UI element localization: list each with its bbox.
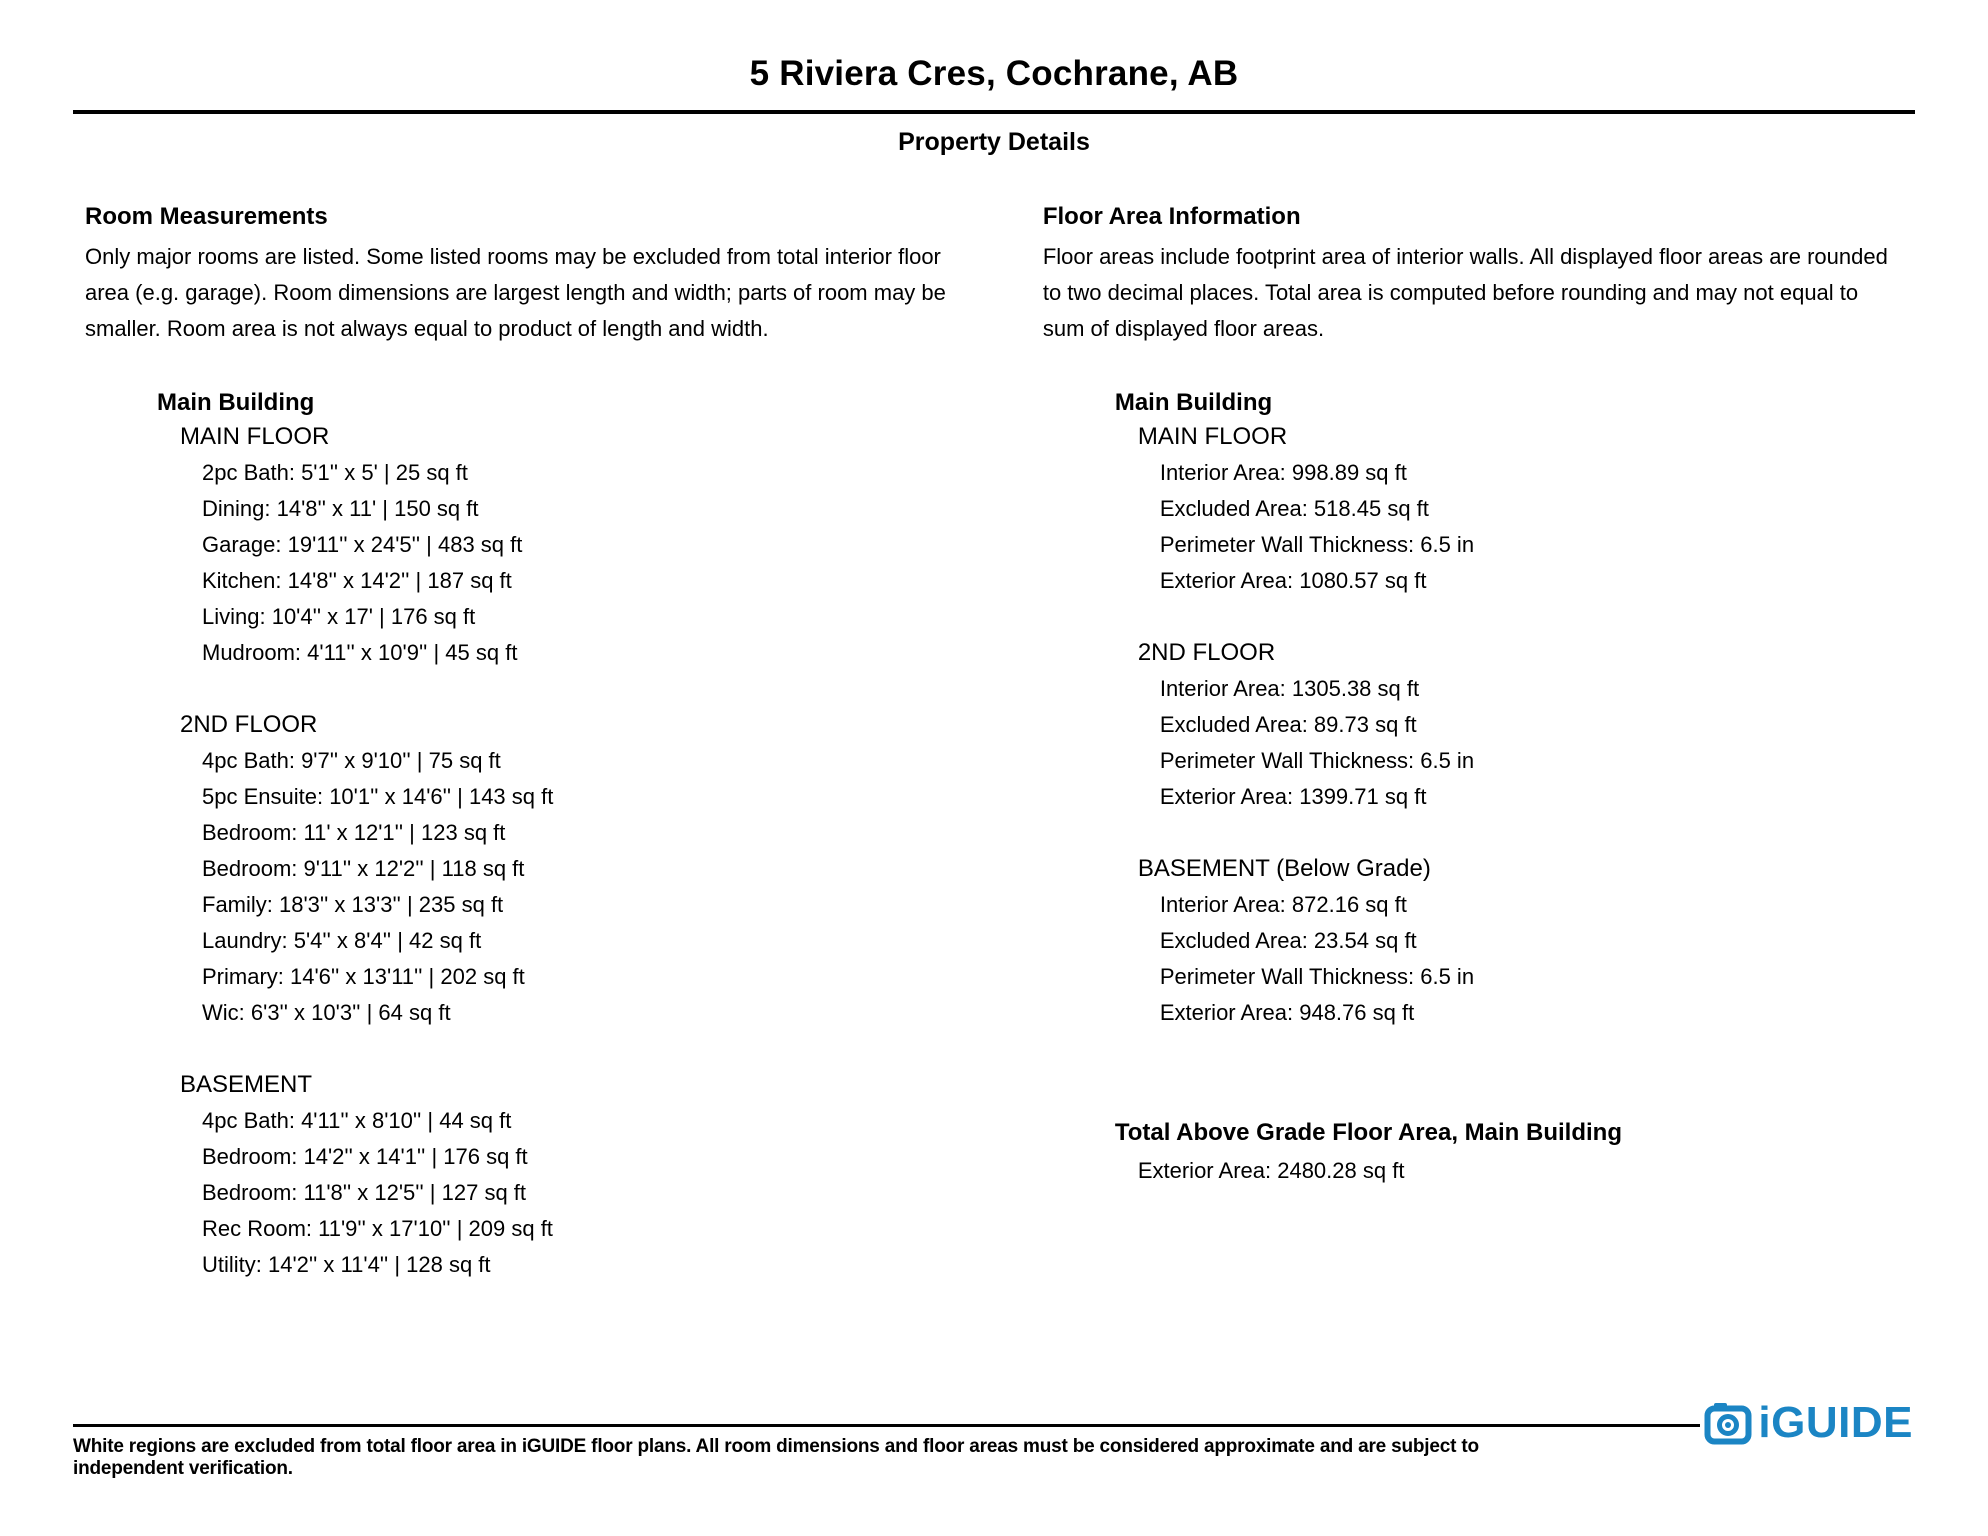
- room-measurement-item: Bedroom: 11' x 12'1'' | 123 sq ft: [202, 820, 506, 845]
- room-measurement-item: Utility: 14'2'' x 11'4'' | 128 sq ft: [202, 1252, 491, 1277]
- room-measurements-description: Only major rooms are listed. Some listed rooms may be excluded from total interior floor area (e.g. garage). Room dimensions are largest length and width; parts of room may be smaller. Room area is not always equal to product of length and width.: [85, 244, 946, 341]
- header-divider: [73, 110, 1915, 114]
- room-measurement-item: Bedroom: 14'2'' x 14'1'' | 176 sq ft: [202, 1144, 528, 1169]
- floor-area-stat: Interior Area: 1305.38 sq ft: [1159, 676, 1420, 701]
- building-name: Main Building: [1114, 389, 1273, 416]
- floor-label: BASEMENT: [180, 1071, 313, 1098]
- floor-area-stat: Exterior Area: 1080.57 sq ft: [1159, 568, 1427, 593]
- floor-area-stat: Excluded Area: 89.73 sq ft: [1159, 712, 1417, 737]
- floor-label: BASEMENT (Below Grade): [1137, 855, 1431, 882]
- room-measurement-item: 5pc Ensuite: 10'1'' x 14'6'' | 143 sq ft: [202, 784, 554, 809]
- floor-area-stat: Perimeter Wall Thickness: 6.5 in: [1159, 748, 1475, 773]
- iguide-logo: [1704, 1397, 1913, 1449]
- floor-area-stat: Excluded Area: 518.45 sq ft: [1159, 496, 1429, 521]
- page-header: [0, 0, 1988, 157]
- room-measurements-section: [73, 203, 1031, 1283]
- area-block-main-floor: [1043, 423, 1905, 599]
- camera-icon: [1704, 1401, 1752, 1445]
- area-block-basement: [1043, 855, 1905, 1031]
- room-measurement-item: Mudroom: 4'11'' x 10'9'' | 45 sq ft: [202, 640, 518, 665]
- floor-area-stat: Exterior Area: 948.76 sq ft: [1159, 1000, 1415, 1025]
- room-measurement-item: Kitchen: 14'8'' x 14'2'' | 187 sq ft: [202, 568, 512, 593]
- floor-label: 2ND FLOOR: [1137, 639, 1276, 666]
- floor-area-description: Floor areas include footprint area of interior walls. All displayed floor areas are rounded to two decimal places. Total area is computed before rounding and may not equal to sum of displayed floor areas.: [1042, 244, 1888, 341]
- footer-disclaimer: White regions are excluded from total floor area in iGUIDE floor plans. All room dimensions and floor areas must be considered approximate and are subject to independent verification.: [73, 1436, 1479, 1479]
- room-measurement-item: Living: 10'4'' x 17' | 176 sq ft: [202, 604, 476, 629]
- floor-area-stat: Perimeter Wall Thickness: 6.5 in: [1159, 532, 1475, 557]
- room-measurement-item: Primary: 14'6'' x 13'11'' | 202 sq ft: [202, 964, 525, 989]
- room-measurement-item: Dining: 14'8'' x 11' | 150 sq ft: [202, 496, 479, 521]
- floor-area-stat: Excluded Area: 23.54 sq ft: [1159, 928, 1417, 953]
- floor-area-stat: Interior Area: 872.16 sq ft: [1159, 892, 1407, 917]
- building-name: Main Building: [157, 389, 315, 416]
- room-measurement-item: Bedroom: 9'11'' x 12'2'' | 118 sq ft: [202, 856, 525, 881]
- iguide-logo-text: iGUIDE: [1758, 1398, 1913, 1447]
- content-columns: [0, 203, 1988, 1283]
- page-title: 5 Riviera Cres, Cochrane, AB: [749, 54, 1239, 93]
- floor-area-stat: Exterior Area: 1399.71 sq ft: [1159, 784, 1427, 809]
- floor-label: MAIN FLOOR: [1137, 423, 1288, 450]
- room-measurement-item: Family: 18'3'' x 13'3'' | 235 sq ft: [202, 892, 504, 917]
- floor-area-stat: Perimeter Wall Thickness: 6.5 in: [1159, 964, 1475, 989]
- page-footer: [73, 1398, 1915, 1480]
- total-above-grade-heading: Total Above Grade Floor Area, Main Building: [1114, 1119, 1622, 1146]
- total-above-grade-block: [1043, 1119, 1905, 1189]
- room-measurement-item: Rec Room: 11'9'' x 17'10'' | 209 sq ft: [202, 1216, 553, 1241]
- floor-label: 2ND FLOOR: [180, 711, 318, 738]
- room-measurement-item: 4pc Bath: 9'7'' x 9'10'' | 75 sq ft: [202, 748, 501, 773]
- floor-area-information-section: [1031, 203, 1915, 1283]
- room-measurement-item: Garage: 19'11'' x 24'5'' | 483 sq ft: [202, 532, 523, 557]
- room-measurement-item: Bedroom: 11'8'' x 12'5'' | 127 sq ft: [202, 1180, 527, 1205]
- room-measurement-item: 4pc Bath: 4'11'' x 8'10'' | 44 sq ft: [202, 1108, 512, 1133]
- floor-block-2nd-floor: [85, 711, 971, 1031]
- footer-divider: [73, 1424, 1700, 1427]
- room-measurement-item: Laundry: 5'4'' x 8'4'' | 42 sq ft: [202, 928, 482, 953]
- floor-block-main-floor: [85, 423, 971, 671]
- room-measurement-item: Wic: 6'3'' x 10'3'' | 64 sq ft: [202, 1000, 451, 1025]
- floor-area-stat: Interior Area: 998.89 sq ft: [1159, 460, 1407, 485]
- floor-area-heading: Floor Area Information: [1042, 203, 1301, 230]
- room-measurement-item: 2pc Bath: 5'1'' x 5' | 25 sq ft: [202, 460, 468, 485]
- floor-label: MAIN FLOOR: [180, 423, 330, 450]
- room-measurements-heading: Room Measurements: [85, 203, 328, 230]
- floor-block-basement: [85, 1071, 971, 1283]
- total-above-grade-value: Exterior Area: 2480.28 sq ft: [1137, 1158, 1405, 1183]
- page-subtitle: Property Details: [898, 128, 1090, 156]
- area-block-2nd-floor: [1043, 639, 1905, 815]
